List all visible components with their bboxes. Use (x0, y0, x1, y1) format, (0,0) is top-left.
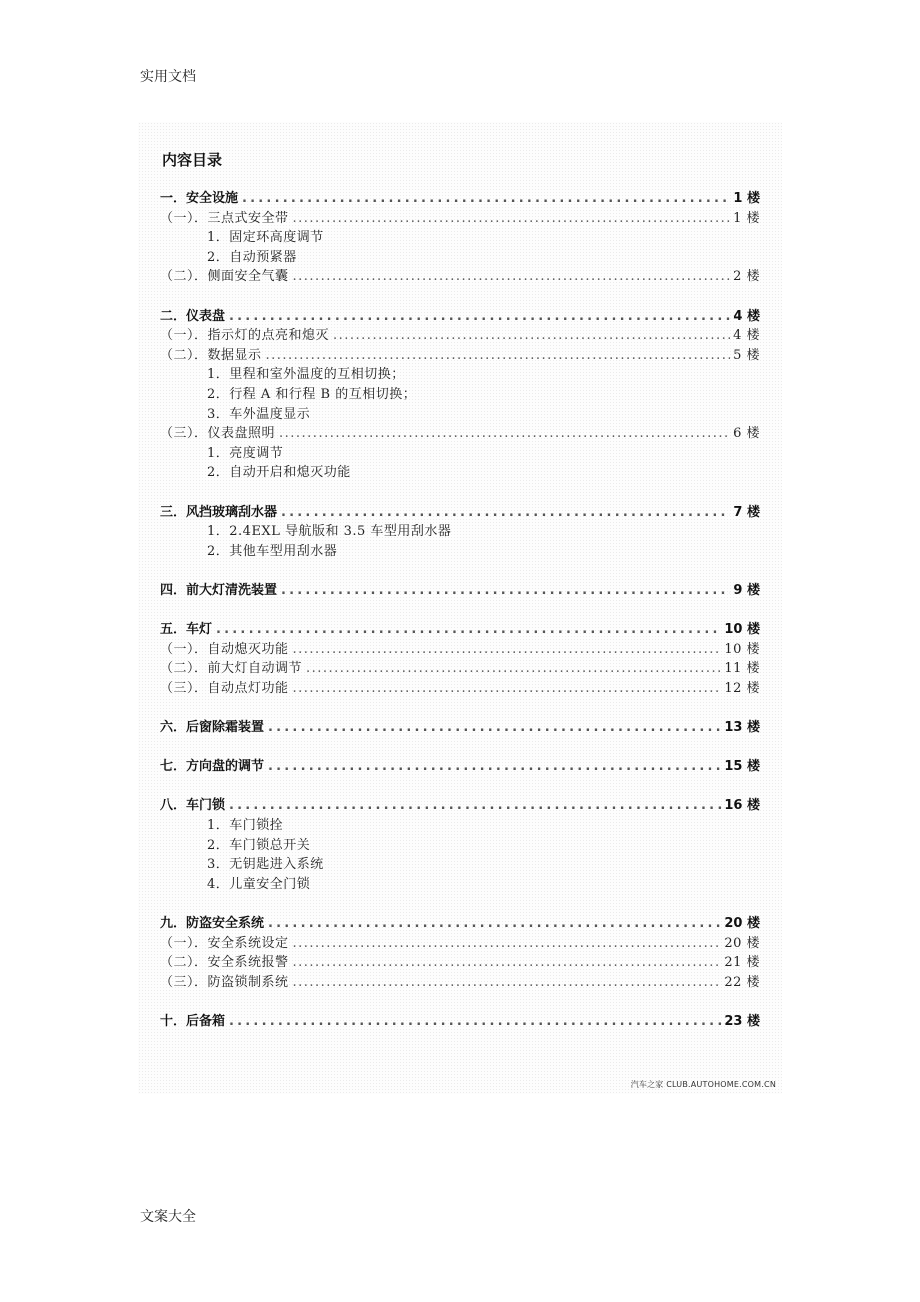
toc-entry-text: （一）．自动熄灭功能 (160, 641, 289, 657)
toc-item-row (160, 385, 760, 405)
toc-item-row (160, 365, 760, 385)
toc-leader-dots (306, 659, 721, 679)
toc-section-row (160, 796, 760, 816)
toc-item-row (160, 855, 760, 875)
toc-entry-text: （二）．安全系统报警 (160, 955, 289, 971)
toc-page-number: 4 楼 (733, 308, 760, 324)
toc-page-number: 20 楼 (724, 915, 760, 931)
toc-title: 内容目录 (162, 151, 223, 169)
toc-page-number: 12 楼 (724, 680, 760, 696)
toc-entry-text: （二）．侧面安全气囊 (160, 269, 289, 285)
toc-section-row (160, 307, 760, 327)
toc-page-number: 4 楼 (733, 328, 760, 344)
toc-leader-dots (293, 953, 722, 973)
toc-sub-row (160, 326, 760, 346)
toc-entry-text: 1．车门锁拴 (207, 818, 284, 833)
toc-sub-row (160, 424, 760, 444)
toc-leader-dots (293, 934, 722, 954)
toc-leader-dots (281, 503, 730, 523)
toc-leader-dots (242, 189, 730, 209)
toc-sub-row (160, 659, 760, 679)
toc-item-row (160, 542, 760, 562)
page-header: 实用文档 (140, 69, 196, 85)
toc-page-number: 21 楼 (724, 955, 760, 971)
toc-page-number: 16 楼 (724, 798, 760, 814)
toc-entry-text: 3．无钥匙进入系统 (207, 857, 324, 873)
toc-sub-row (160, 209, 760, 229)
toc-entry-text: （三）．防盗锁制系统 (160, 974, 289, 990)
toc-leader-dots (333, 326, 730, 346)
toc-page-number: 20 楼 (724, 935, 760, 951)
toc-page-number: 6 楼 (733, 426, 760, 442)
toc-page-number: 5 楼 (733, 347, 760, 363)
toc-leader-dots (279, 424, 730, 444)
toc-page-number: 7 楼 (733, 504, 760, 520)
toc-entry-text: 4．儿童安全门锁 (207, 876, 311, 892)
toc-page-number: 10 楼 (724, 641, 760, 657)
toc-item-row (160, 875, 760, 895)
toc-entry-text: 五．车灯 (160, 622, 213, 638)
toc-leader-dots (268, 914, 721, 934)
toc-page-number: 1 楼 (733, 210, 760, 226)
toc-section-row (160, 718, 760, 738)
toc-gap (160, 698, 760, 718)
toc-entry-text: （一）．安全系统设定 (160, 935, 289, 951)
toc-list (160, 189, 760, 1032)
toc-leader-dots (293, 973, 722, 993)
toc-entry-text: 1．亮度调节 (207, 445, 284, 461)
toc-leader-dots (216, 620, 721, 640)
toc-entry-text: 四．前大灯清洗装置 (160, 582, 278, 598)
toc-item-row (160, 444, 760, 464)
toc-item-row (160, 228, 760, 248)
toc-section-row (160, 581, 760, 601)
toc-gap (160, 287, 760, 307)
toc-entry-text: 2．自动预紧器 (207, 249, 297, 265)
toc-item-row (160, 463, 760, 483)
toc-entry-text: 2．自动开启和熄灭功能 (207, 465, 351, 481)
toc-page-number: 13 楼 (724, 720, 760, 736)
page-footer: 文案大全 (140, 1209, 196, 1225)
toc-entry-text: 1．里程和室外温度的互相切换； (207, 367, 405, 383)
toc-entry-text: （三）．自动点灯功能 (160, 680, 289, 696)
toc-page-number: 22 楼 (724, 974, 760, 990)
toc-entry-text: 九．防盗安全系统 (160, 915, 265, 931)
toc-sub-row (160, 973, 760, 993)
toc-sub-row (160, 640, 760, 660)
toc-entry-text: 二．仪表盘 (160, 308, 226, 324)
toc-section-row (160, 503, 760, 523)
toc-entry-text: （二）．数据显示 (160, 347, 262, 363)
toc-entry-text: 1．2.4EXL 导航版和 3.5 车型用刮水器 (207, 524, 452, 540)
toc-leader-dots (293, 640, 722, 660)
toc-gap (160, 600, 760, 620)
toc-leader-dots (293, 209, 731, 229)
toc-sub-row (160, 953, 760, 973)
toc-entry-text: 3．车外温度显示 (207, 406, 311, 422)
toc-entry-text: 八．车门锁 (160, 798, 226, 814)
toc-leader-dots (281, 581, 730, 601)
toc-page-number: 23 楼 (724, 1013, 760, 1029)
toc-leader-dots (268, 757, 721, 777)
toc-page-number: 10 楼 (724, 622, 760, 638)
toc-section-row (160, 620, 760, 640)
toc-entry-text: 1．固定环高度调节 (207, 230, 324, 246)
toc-entry-text: 2．其他车型用刮水器 (207, 543, 338, 559)
toc-page-number: 1 楼 (733, 191, 760, 206)
toc-entry-text: 一．安全设施 (160, 191, 239, 206)
toc-entry-text: 2．行程 A 和行程 B 的互相切换； (207, 386, 417, 402)
toc-sub-row (160, 679, 760, 699)
toc-item-row (160, 522, 760, 542)
toc-page-number: 2 楼 (733, 269, 760, 285)
toc-sub-row (160, 267, 760, 287)
toc-leader-dots (293, 267, 731, 287)
toc-section-row (160, 914, 760, 934)
toc-leader-dots (229, 307, 730, 327)
toc-page-number: 11 楼 (724, 661, 760, 677)
toc-entry-text: 十．后备箱 (160, 1013, 226, 1029)
toc-item-row (160, 405, 760, 425)
toc-entry-text: （二）．前大灯自动调节 (160, 661, 303, 677)
toc-page-number: 9 楼 (733, 582, 760, 598)
toc-entry-text: 六．后窗除霜装置 (160, 720, 265, 736)
toc-gap (160, 894, 760, 914)
toc-entry-text: 七．方向盘的调节 (160, 759, 265, 775)
toc-leader-dots (266, 346, 731, 366)
toc-panel (138, 122, 782, 1094)
toc-gap (160, 561, 760, 581)
toc-gap (160, 738, 760, 758)
toc-section-row (160, 1012, 760, 1032)
toc-entry-text: （一）．三点式安全带 (160, 210, 289, 226)
toc-gap (160, 992, 760, 1012)
toc-section-row (160, 757, 760, 777)
toc-entry-text: 2．车门锁总开关 (207, 837, 311, 853)
toc-leader-dots (293, 679, 722, 699)
toc-gap (160, 777, 760, 797)
toc-entry-text: （三）．仪表盘照明 (160, 426, 276, 442)
toc-leader-dots (229, 1012, 721, 1032)
toc-entry-text: 三．风挡玻璃刮水器 (160, 504, 278, 520)
toc-item-row (160, 836, 760, 856)
watermark: 汽车之家 CLUB.AUTOHOME.COM.CN (630, 1080, 776, 1089)
toc-section-row (160, 189, 760, 209)
toc-entry-text: （一）．指示灯的点亮和熄灭 (160, 328, 330, 344)
toc-sub-row (160, 346, 760, 366)
toc-gap (160, 483, 760, 503)
toc-page-number: 15 楼 (724, 759, 760, 775)
toc-leader-dots (229, 796, 721, 816)
toc-item-row (160, 248, 760, 268)
toc-item-row (160, 816, 760, 836)
toc-leader-dots (268, 718, 721, 738)
toc-sub-row (160, 934, 760, 954)
